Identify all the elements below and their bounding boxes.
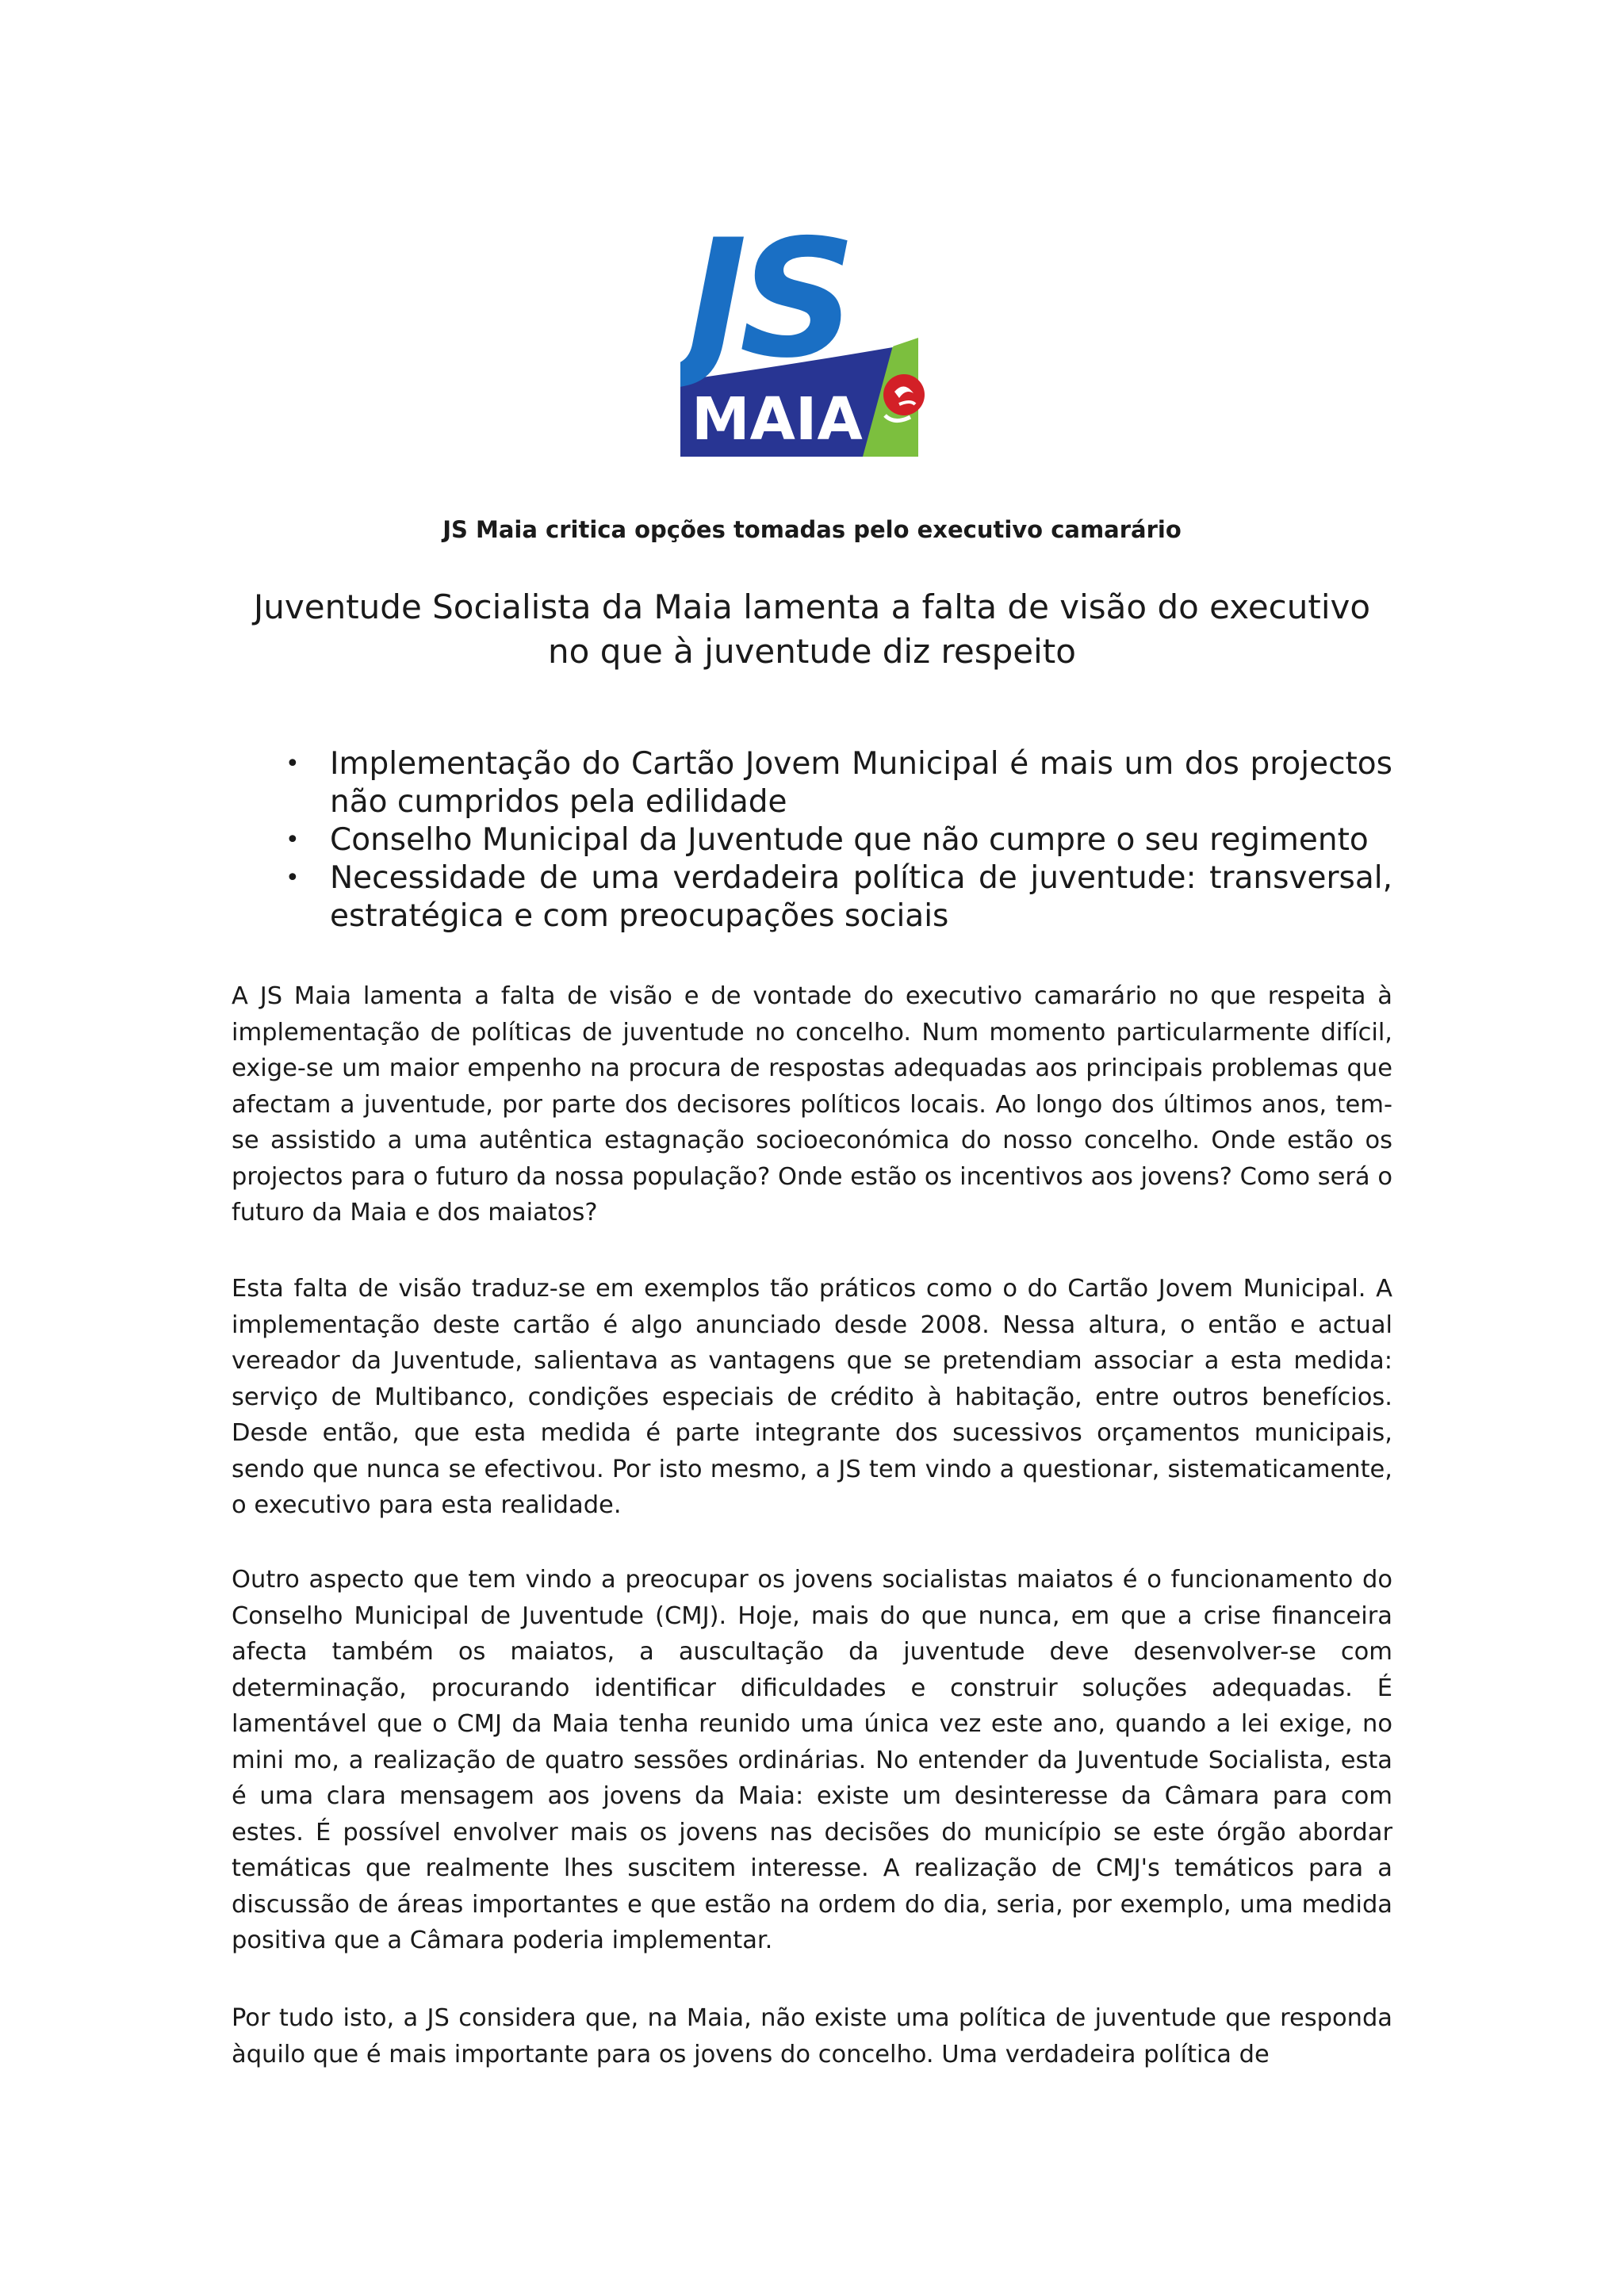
kicker: JS Maia critica opções tomadas pelo executivo camarário [442, 516, 1182, 543]
bullet-text: Necessidade de uma verdadeira política de juventude: transversal, estratégica e com preocupações sociais [330, 860, 1392, 934]
headline: Juventude Socialista da Maia lamenta a falta de visão do executivo no que à juventude diz respeito [253, 587, 1371, 671]
list-item [232, 745, 1392, 821]
bullet-icon: • [285, 750, 300, 778]
bullet-text: Implementação do Cartão Jovem Municipal é mais um dos projectos não cumpridos pela edilidade [330, 746, 1392, 820]
paragraph: A JS Maia lamenta a falta de visão e de vontade do executivo camarário no que respeita à implementação de políticas de juventude no concelho. Num momento particularmente difícil, exige-se um maior empenho na procura de respostas adequadas aos principais problemas que afectam a juventude, por parte dos decisores políticos locais. Ao longo dos últimos anos, tem-se assistido a uma autêntica estagnação socioeconómica do nosso concelho. Onde estão os projectos para o futuro da nossa população? Onde estão os incentivos aos jovens? Como será o futuro da Maia e dos maiatos? [232, 982, 1392, 1226]
bullet-icon: • [285, 864, 300, 892]
list-item [232, 821, 1392, 859]
logo-js-text: JS [687, 205, 848, 394]
bullet-list [232, 745, 1392, 936]
paragraph: Por tudo isto, a JS considera que, na Maia, não existe uma política de juventude que responda àquilo que é mais importante para os jovens do concelho. Uma verdadeira política de [232, 2004, 1392, 2068]
bullet-icon: • [285, 826, 300, 854]
logo-maia-text: MAIA [691, 385, 863, 453]
js-maia-logo [680, 205, 942, 458]
paragraph: Outro aspecto que tem vindo a preocupar os jovens socialistas maiatos é o funcionamento do Conselho Municipal de Juventude (CMJ). Hoje, mais do que nunca, em que a crise financeira afecta também os maiatos, a auscultação da juventude deve desenvolver-se com determinação, procurando identificar dificuldades e construir soluções adequadas. É lamentável que o CMJ da Maia tenha reunido uma única vez este ano, quando a lei exige, no mini mo, a realização de quatro sessões ordinárias. No entender da Juventude Socialista, esta é uma clara mensagem aos jovens da Maia: existe um desinteresse da Câmara para com estes. É possível envolver mais os jovens nas decisões do município se este órgão abordar temáticas que realmente lhes suscitem interesse. A realização de CMJ's temáticos para a discussão de áreas importantes e que estão na ordem do dia, seria, por exemplo, uma medida positiva que a Câmara poderia implementar. [232, 1566, 1392, 1954]
bullet-text: Conselho Municipal da Juventude que não cumpre o seu regimento [330, 822, 1369, 858]
list-item [232, 859, 1392, 936]
paragraph: Esta falta de visão traduz-se em exemplos tão práticos como o do Cartão Jovem Municipal. A implementação deste cartão é algo anunciado desde 2008. Nessa altura, o então e actual vereador da Juventude, salientava as vantagens que se pretendiam associar a esta medida: serviço de Multibanco, condições especiais de crédito à habitação, entre outros benefícios. Desde então, que esta medida é parte integrante dos sucessivos orçamentos municipais, sendo que nunca se efectivou. Por isto mesmo, a JS tem vindo a questionar, sistematicamente, o executivo para esta realidade. [232, 1275, 1392, 1519]
